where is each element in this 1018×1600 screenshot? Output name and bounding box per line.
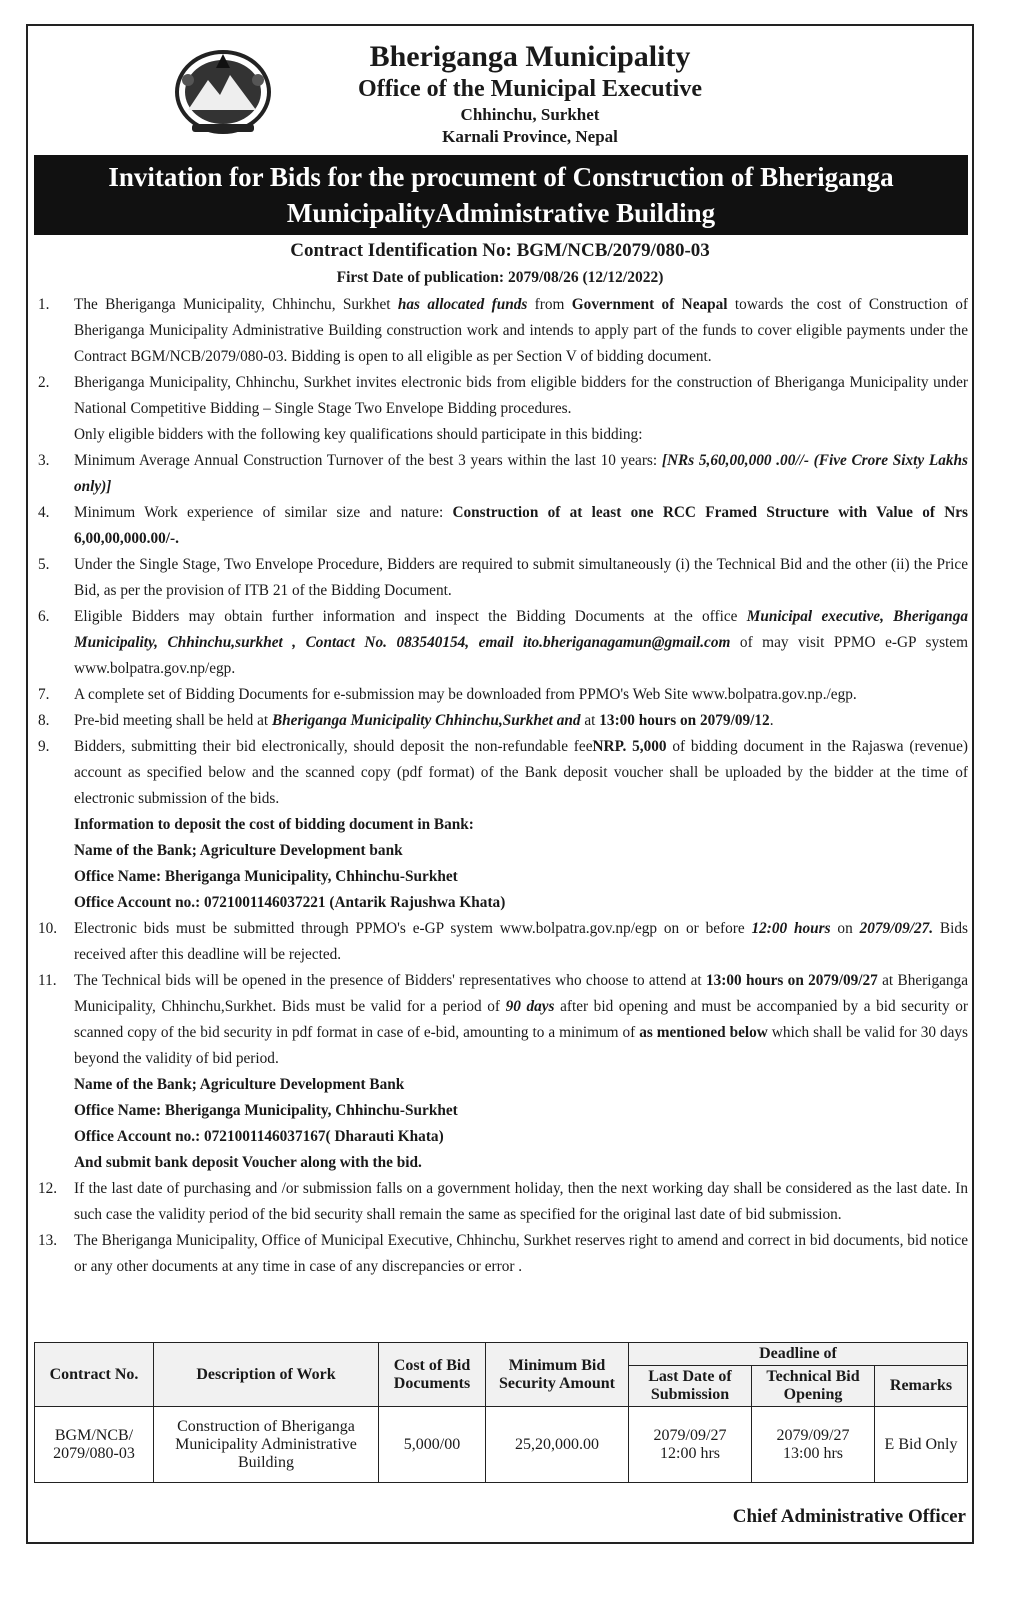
cell-contract-no: BGM/NCB/ 2079/080-03 [35, 1407, 154, 1483]
item-text: If the last date of purchasing and /or submission falls on a government holiday, then the next working day shall be considered as the last date. In such case the validity period of the bid security shall remain the same as specified for the original last date of bid submission. [74, 1180, 968, 1223]
emphasis: 13:00 hours on 2079/09/12 [599, 712, 770, 729]
text: The Bheriganga Municipality, Chhinchu, Surkhet [74, 296, 398, 313]
item-text: A complete set of Bidding Documents for e-submission may be downloaded from PPMO's Web Site www.bolpatra.gov.np./egp. [74, 686, 857, 703]
item-text [74, 604, 968, 682]
contract-identification: Contract Identification No: BGM/NCB/2079/080-03 [290, 240, 710, 261]
banner-line-1: Invitation for Bids for the procument of Construction of Bheriganga [108, 162, 894, 192]
emphasis: Municipal executive, Bheriganga Municipality, Chhinchu,surkhet , Contact No. 083540154, email ito.bheriganagamun@gmail.com [74, 608, 968, 651]
item-text [74, 370, 968, 448]
list-item [34, 370, 968, 448]
cell-remarks: E Bid Only [875, 1407, 968, 1483]
item-number: 5. [38, 556, 50, 573]
cell-security: 25,20,000.00 [486, 1407, 629, 1483]
bank-info-line: Office Account no.: 0721001146037221 (Antarik Rajushwa Khata) [74, 894, 506, 911]
notice-frame [26, 24, 974, 1544]
emphasis: 13:00 hours on 2079/09/27 [705, 972, 878, 989]
cell-last-date [629, 1407, 752, 1483]
cell-description: Construction of Bheriganga Municipality Administrative Building [154, 1407, 379, 1483]
signature-title: Chief Administrative Officer [732, 1506, 966, 1527]
list-item [34, 708, 968, 734]
item-number: 6. [38, 608, 50, 625]
text: after bid opening and must be accompanied by a bid security or scanned copy of the bid security in pdf format in case of e-bid, amounting to a minimum of [74, 998, 969, 1041]
item-number: 3. [38, 452, 50, 469]
item-text [74, 734, 968, 812]
emphasis: 90 days [505, 998, 555, 1015]
bank-info [34, 812, 968, 916]
date: 2079/09/27 [653, 1426, 727, 1444]
item-text [74, 968, 968, 1072]
bid-schedule-table [34, 1342, 968, 1483]
item-text [74, 500, 968, 552]
bank-info-line: Office Name: Bheriganga Municipality, Chhinchu-Surkhet [74, 1102, 458, 1119]
list-item [34, 734, 968, 812]
col-deadline: Deadline of [629, 1343, 968, 1366]
list-item [34, 448, 968, 500]
list-item [34, 968, 968, 1072]
col-last-date: Last Date of Submission [629, 1366, 752, 1407]
item-number: 11. [38, 972, 57, 989]
item-number: 13. [38, 1232, 58, 1249]
list-item [34, 292, 968, 370]
emphasis: has allocated funds [397, 296, 528, 313]
date: 2079/09/27 [776, 1426, 850, 1444]
municipality-title: Bheriganga Municipality [369, 40, 691, 73]
item-number: 12. [38, 1180, 58, 1197]
text: Bidders, submitting their bid electronically, should deposit the non-refundable fee [74, 738, 593, 755]
text: Eligible Bidders may obtain further information and inspect the Bidding Documents at the office [74, 608, 747, 625]
table-header-row [35, 1343, 968, 1366]
emphasis: 12:00 hours [751, 920, 831, 937]
list-item [34, 916, 968, 968]
text: Bids received after this deadline will be rejected. [74, 920, 968, 963]
list-item [34, 682, 968, 708]
list-item [34, 604, 968, 682]
publication-date: First Date of publication: 2079/08/26 (12/12/2022) [336, 269, 664, 286]
text: . [769, 712, 774, 729]
bank-info-line: And submit bank deposit Voucher along with the bid. [74, 1154, 422, 1171]
item-number: 2. [38, 374, 50, 391]
text: Minimum Average Annual Construction Turnover of the best 3 years within the last 10 years: [74, 452, 662, 469]
col-cost: Cost of Bid Documents [379, 1343, 486, 1407]
col-tech-opening: Technical Bid Opening [752, 1366, 875, 1407]
item-number: 10. [38, 920, 58, 937]
text: at Bheriganga Municipality, Chhinchu,Surkhet. Bids must be valid for a period of [74, 972, 968, 1015]
office-title: Office of the Municipal Executive [358, 76, 702, 102]
bank-info-line: Name of the Bank; Agriculture Development Bank [74, 1076, 405, 1093]
text: at [580, 712, 600, 729]
col-remarks: Remarks [875, 1366, 968, 1407]
item-number: 7. [38, 686, 50, 703]
text: Bheriganga Municipality, Chhinchu, Surkhet invites electronic bids from eligible bidders for the construction of Bheriganga Municipality under National Competitive Bidding – Single Stage Two Envelope Bidding procedures. [74, 374, 968, 417]
list-item [34, 552, 968, 604]
item-number: 8. [38, 712, 50, 729]
province: Karnali Province, Nepal [442, 127, 618, 146]
text: The Technical bids will be opened in the presence of Bidders' representatives who choose to attend at [74, 972, 706, 989]
bank-info-line: Information to deposit the cost of bidding document in Bank: [74, 816, 474, 833]
text: towards the cost of Construction of Bheriganga Municipality Administrative Building construction work and intends to apply part of the funds to cover eligible payments under the Contract BGM/NCB/2079/080-03. Bidding is open to all eligible as per Section V of bidding document. [74, 296, 968, 365]
notice-items [34, 292, 968, 1280]
list-item [34, 1228, 968, 1280]
emphasis: as mentioned below [639, 1024, 768, 1041]
text: on [830, 920, 860, 937]
item-text [74, 448, 968, 500]
time: 12:00 hrs [660, 1444, 720, 1462]
text: of may visit PPMO e-GP system www.bolpatra.gov.np/egp. [74, 634, 968, 677]
item-text: The Bheriganga Municipality, Office of Municipal Executive, Chhinchu, Surkhet reserves right to amend and correct in bid documents, bid notice or any other documents at any time in case of any discrepancies or error . [74, 1232, 968, 1275]
emphasis: 2079/09/27. [859, 920, 934, 937]
text: Only eligible bidders with the following key qualifications should participate in this bidding: [74, 426, 643, 443]
table-row [35, 1407, 968, 1483]
cell-cost: 5,000/00 [379, 1407, 486, 1483]
col-contract-no: Contract No. [35, 1343, 154, 1407]
item-number: 9. [38, 738, 50, 755]
col-security: Minimum Bid Security Amount [486, 1343, 629, 1407]
item-number: 4. [38, 504, 50, 521]
item-text [74, 708, 968, 734]
item-text [74, 916, 968, 968]
text: of bidding document in the Rajaswa (revenue) account as specified below and the scanned copy (pdf format) of the Bank deposit voucher shall be uploaded by the bidder at the time of electronic submission of the bids. [74, 738, 968, 807]
banner-line-2: MunicipalityAdministrative Building [286, 198, 716, 228]
list-item [34, 500, 968, 552]
emphasis: Government of Neapal [571, 296, 728, 313]
location: Chhinchu, Surkhet [460, 105, 600, 124]
header [28, 40, 972, 165]
item-number: 1. [38, 296, 50, 313]
time: 13:00 hrs [783, 1444, 843, 1462]
bank-info-line: Office Account no.: 0721001146037167( Dharauti Khata) [74, 1128, 444, 1145]
bank-info [34, 1072, 968, 1176]
col-description: Description of Work [154, 1343, 379, 1407]
bank-info-line: Office Name: Bheriganga Municipality, Chhinchu-Surkhet [74, 868, 458, 885]
item-text [74, 292, 968, 370]
text: from [527, 296, 572, 313]
emphasis: Construction of at least one RCC Framed Structure with Value of Nrs 6,00,00,000.00/-. [74, 504, 968, 547]
text: Pre-bid meeting shall be held at [74, 712, 272, 729]
text: Minimum Work experience of similar size and nature: [74, 504, 453, 521]
list-item [34, 1176, 968, 1228]
cell-tech-opening [752, 1407, 875, 1483]
notice-title-banner [34, 155, 968, 235]
bank-info-line: Name of the Bank; Agriculture Development bank [74, 842, 403, 859]
emphasis: NRP. 5,000 [592, 738, 667, 755]
text: Electronic bids must be submitted through PPMO's e-GP system www.bolpatra.gov.np/egp on or before [74, 920, 752, 937]
emphasis: [NRs 5,60,00,000 .00//- (Five Crore Sixty Lakhs only)] [74, 452, 968, 495]
item-text: Under the Single Stage, Two Envelope Procedure, Bidders are required to submit simultaneously (i) the Technical Bid and the other (ii) the Price Bid, as per the provision of ITB 21 of the Bidding Document. [74, 556, 968, 599]
emphasis: Bheriganga Municipality Chhinchu,Surkhet and [271, 712, 581, 729]
text: which shall be valid for 30 days beyond the validity of bid period. [74, 1024, 969, 1067]
